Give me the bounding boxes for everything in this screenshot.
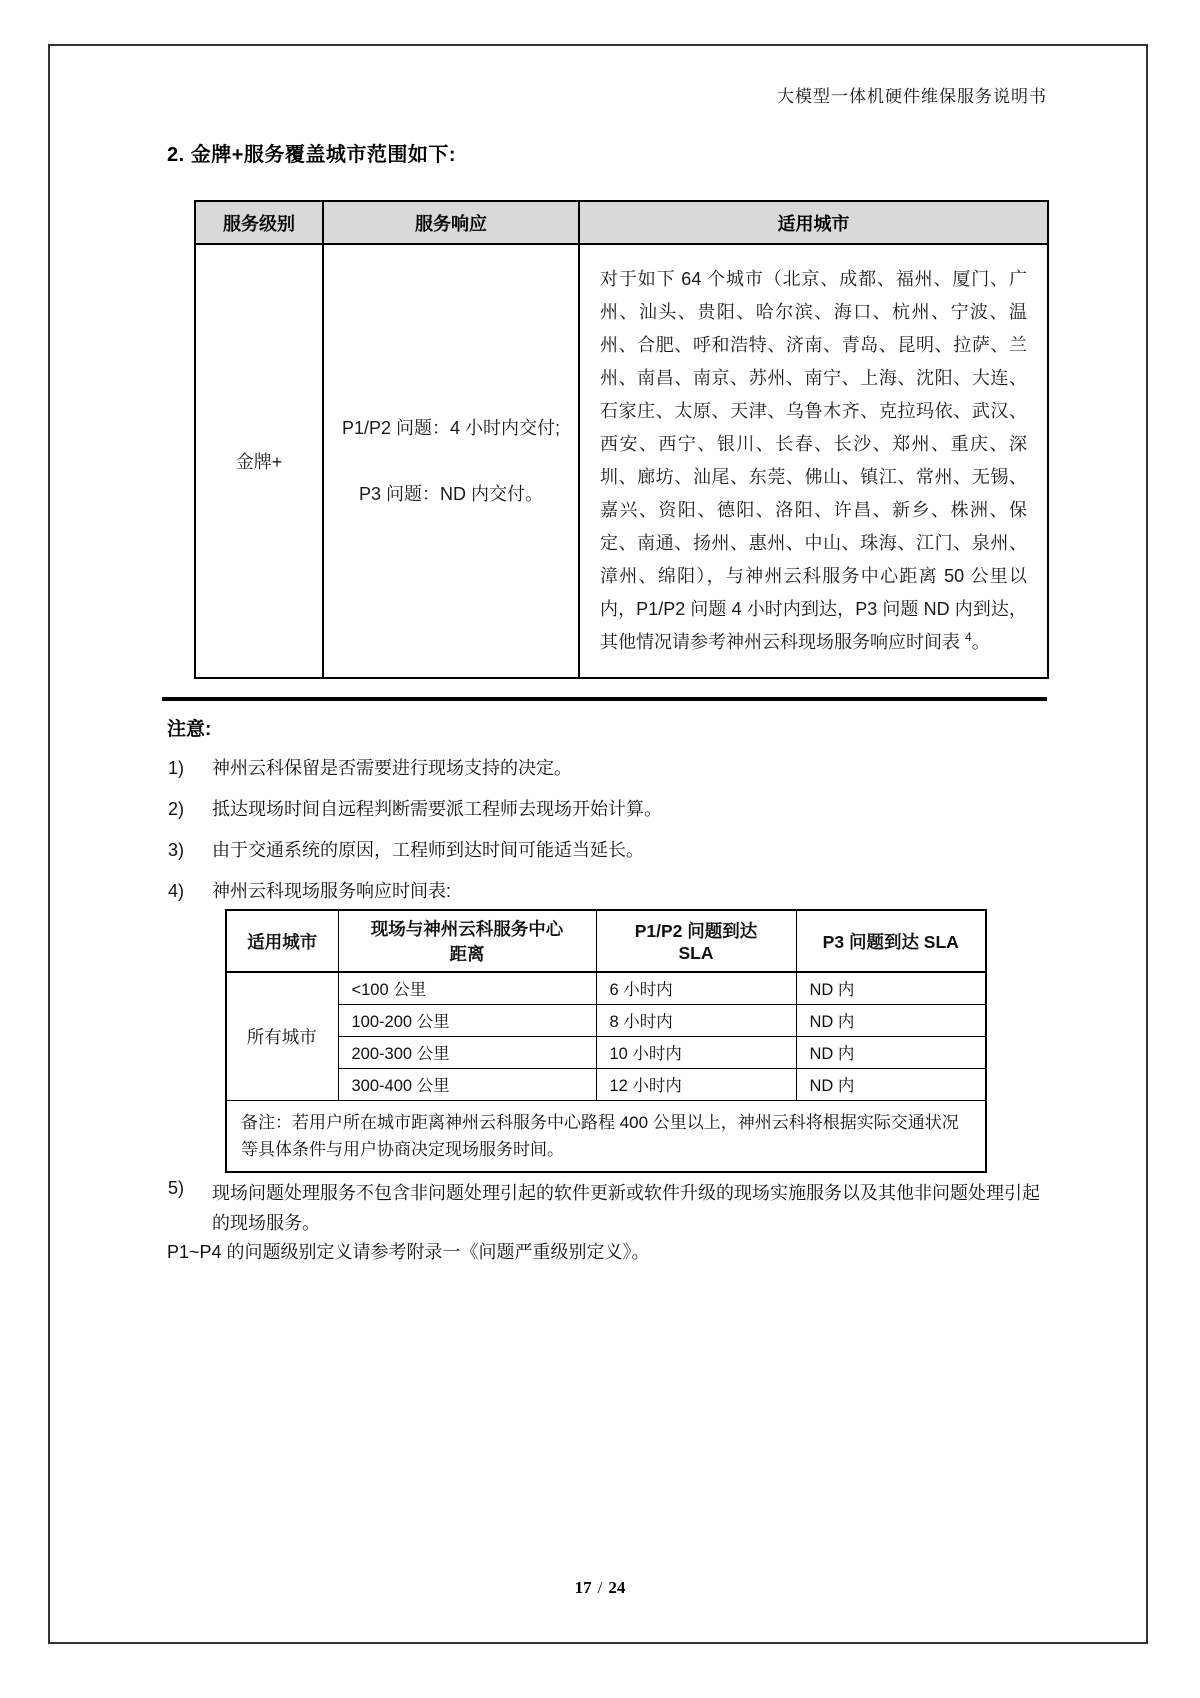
- response-p3-text: P3 问题：ND 内交付。: [358, 483, 544, 504]
- note-item-3: [168, 836, 644, 862]
- p12-sla-cell: 12 小时内: [596, 1068, 796, 1100]
- page-separator: /: [597, 1578, 603, 1597]
- p3-sla-cell: ND 内: [796, 972, 986, 1004]
- rt-header-distance: 现场与神州云科服务中心距离: [338, 910, 596, 972]
- distance-cell: 200-300 公里: [338, 1036, 596, 1068]
- note-item-4: [168, 877, 451, 903]
- notes-title: 注意:: [167, 719, 212, 740]
- note-text: 神州云科现场服务响应时间表:: [212, 881, 451, 901]
- total-page-number: 24: [608, 1578, 626, 1597]
- coverage-table-row: [195, 244, 1048, 678]
- coverage-header-service-level: 服务级别: [195, 201, 323, 244]
- current-page-number: 17: [574, 1578, 592, 1597]
- footnote-reference-4: 4: [965, 630, 972, 644]
- rt-header-applicable-city: 适用城市: [226, 910, 338, 972]
- response-table-row: [226, 1036, 986, 1068]
- coverage-header-applicable-cities: 适用城市: [579, 201, 1048, 244]
- response-p12-text: P1/P2 问题：4 小时内交付;: [341, 417, 561, 438]
- response-table-header-row: [226, 910, 986, 972]
- note-text: 抵达现场时间自远程判断需要派工程师去现场开始计算。: [212, 799, 662, 819]
- rt-header-p3-sla: P3 问题到达 SLA: [796, 910, 986, 972]
- p1-p4-definition-note: P1~P4 的问题级别定义请参考附录一《问题严重级别定义》。: [167, 1242, 650, 1262]
- city-scope-cell: 所有城市: [226, 972, 338, 1100]
- response-table-row: [226, 972, 986, 1004]
- note-text: 神州云科保留是否需要进行现场支持的决定。: [212, 758, 572, 778]
- note-text: 现场问题处理服务不包含非问题处理引起的软件更新或软件升级的现场实施服务以及其他非问题处理引起的现场服务。: [212, 1183, 1040, 1233]
- note-item-2: [168, 795, 662, 821]
- note-number: 2): [168, 799, 185, 819]
- note-number: 1): [168, 758, 185, 778]
- note-item-1: [168, 754, 572, 780]
- p3-sla-cell: ND 内: [796, 1068, 986, 1100]
- response-table-row: [226, 1004, 986, 1036]
- response-table-remark-row: [226, 1100, 986, 1172]
- remark-cell: 备注：若用户所在城市距离神州云科服务中心路程 400 公里以上，神州云科将根据实际交通状况等具体条件与用户协商决定现场服务时间。: [226, 1100, 986, 1172]
- p12-sla-cell: 6 小时内: [596, 972, 796, 1004]
- response-table-row: [226, 1068, 986, 1100]
- p12-sla-cell: 10 小时内: [596, 1036, 796, 1068]
- coverage-header-service-response: 服务响应: [323, 201, 579, 244]
- section-divider-rule: [162, 697, 1047, 701]
- note-number: 4): [168, 881, 185, 901]
- cities-paragraph-tail: 。: [971, 632, 990, 652]
- note-text: 由于交通系统的原因，工程师到达时间可能适当延长。: [212, 840, 644, 860]
- note-number: 5): [168, 1178, 185, 1198]
- p12-sla-cell: 8 小时内: [596, 1004, 796, 1036]
- service-level-cell: 金牌+: [195, 244, 323, 678]
- applicable-cities-cell: [579, 244, 1048, 678]
- distance-cell: 100-200 公里: [338, 1004, 596, 1036]
- coverage-table: [194, 200, 1049, 679]
- service-response-cell: [323, 244, 579, 678]
- note-number: 3): [168, 840, 185, 860]
- rt-header-p12-sla: P1/P2 问题到达 SLA: [596, 910, 796, 972]
- distance-cell: 300-400 公里: [338, 1068, 596, 1100]
- note-item-5: [168, 1178, 1048, 1238]
- cities-paragraph: 对于如下 64 个城市（北京、成都、福州、厦门、广州、汕头、贵阳、哈尔滨、海口、杭州、宁波、温州、合肥、呼和浩特、济南、青岛、昆明、拉萨、兰州、南昌、南京、苏州、南宁、上海、沈阳、大连、石家庄、太原、天津、乌鲁木齐、克拉玛依、武汉、西安、西宁、银川、长春、长沙、郑州、重庆、深圳、廊坊、汕尾、东莞、佛山、镇江、常州、无锡、嘉兴、资阳、德阳、洛阳、许昌、新乡、株洲、保定、南通、扬州、惠州、中山、珠海、江门、泉州、漳州、绵阳），与神州云科服务中心距离 50 公里以内，P1/P2 问题 4 小时内到达，P3 问题 ND 内到达，其他情况请参考神州云科现场服务响应时间表: [600, 269, 1027, 652]
- section-title: 2. 金牌+服务覆盖城市范围如下:: [167, 144, 457, 166]
- document-header-title: 大模型一体机硬件维保服务说明书: [777, 87, 1047, 106]
- coverage-table-header-row: [195, 201, 1048, 244]
- p3-sla-cell: ND 内: [796, 1036, 986, 1068]
- onsite-response-time-table: [225, 909, 987, 1173]
- p3-sla-cell: ND 内: [796, 1004, 986, 1036]
- page-footer: [0, 1578, 1200, 1598]
- distance-cell: <100 公里: [338, 972, 596, 1004]
